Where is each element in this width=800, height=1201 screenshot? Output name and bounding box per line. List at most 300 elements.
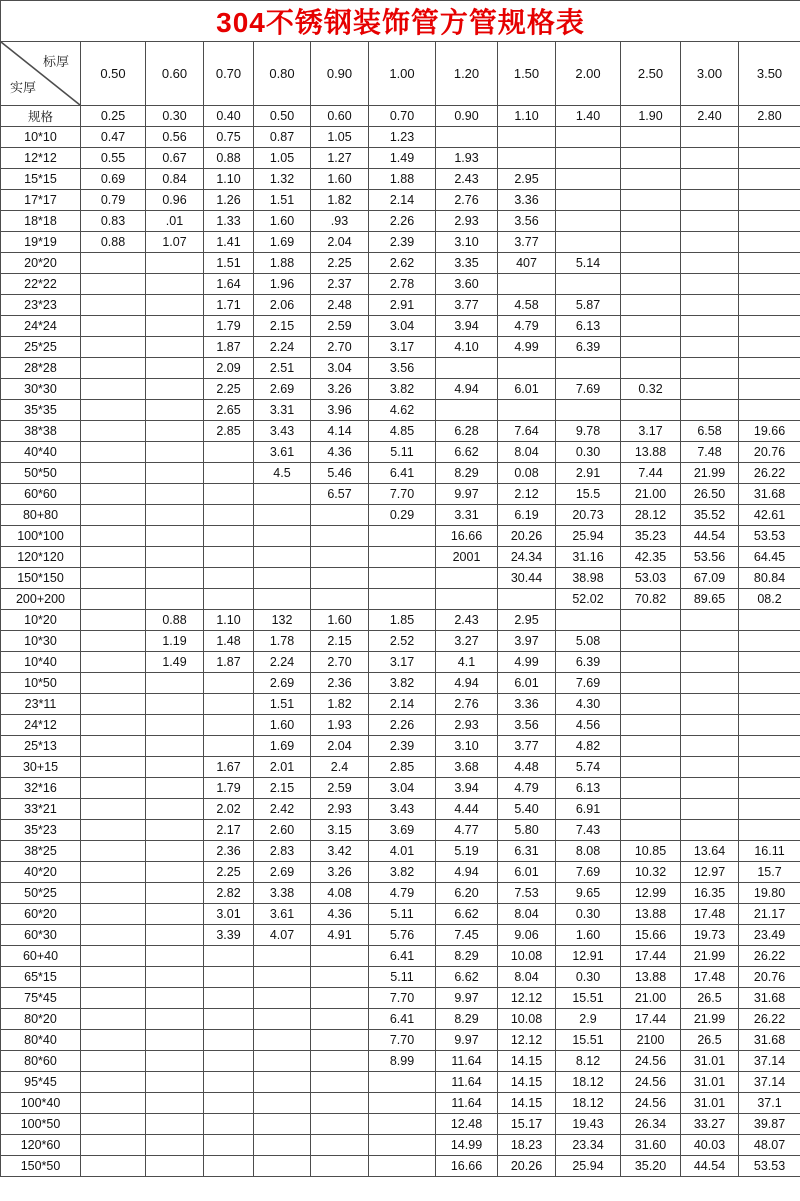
weight-cell: 16.35	[681, 883, 739, 904]
weight-cell	[146, 904, 204, 925]
weight-cell	[146, 568, 204, 589]
weight-cell	[739, 694, 800, 715]
weight-cell	[146, 505, 204, 526]
table-row	[1, 946, 800, 967]
weight-cell: 23.49	[739, 925, 800, 946]
weight-cell: 4.77	[436, 820, 498, 841]
weight-cell: 26.22	[739, 463, 800, 484]
weight-cell: 3.10	[436, 736, 498, 757]
weight-cell	[146, 484, 204, 505]
weight-cell: 1.88	[369, 169, 436, 190]
weight-cell	[146, 547, 204, 568]
table-row	[1, 1135, 800, 1156]
weight-cell	[254, 1051, 311, 1072]
weight-cell: 4.79	[498, 316, 556, 337]
weight-cell	[621, 337, 681, 358]
weight-cell: 6.13	[556, 778, 621, 799]
thickness-header-row	[1, 42, 800, 106]
weight-cell: 11.64	[436, 1051, 498, 1072]
weight-cell: 2.85	[369, 757, 436, 778]
spec-label: 规格	[1, 106, 81, 127]
thickness-header-cell: 0.90	[311, 42, 369, 106]
weight-cell: 14.99	[436, 1135, 498, 1156]
weight-cell	[146, 673, 204, 694]
weight-cell: 8.04	[498, 967, 556, 988]
weight-cell: 6.13	[556, 316, 621, 337]
weight-cell: 4.79	[369, 883, 436, 904]
weight-cell	[739, 190, 800, 211]
table-row	[1, 568, 800, 589]
weight-cell	[739, 610, 800, 631]
weight-cell: 40.03	[681, 1135, 739, 1156]
weight-cell: 2.91	[369, 295, 436, 316]
weight-cell	[146, 526, 204, 547]
weight-cell: 28.12	[621, 505, 681, 526]
weight-cell: 53.03	[621, 568, 681, 589]
weight-cell	[621, 211, 681, 232]
weight-cell: 38.98	[556, 568, 621, 589]
weight-cell	[254, 946, 311, 967]
weight-cell: 3.17	[369, 337, 436, 358]
weight-cell: 12.97	[681, 862, 739, 883]
weight-cell	[204, 715, 254, 736]
weight-cell: 20.76	[739, 442, 800, 463]
weight-cell: 4.01	[369, 841, 436, 862]
thickness-header-cell: 0.60	[146, 42, 204, 106]
weight-cell: 5.74	[556, 757, 621, 778]
weight-cell: 4.94	[436, 862, 498, 883]
weight-cell: 5.19	[436, 841, 498, 862]
weight-cell	[621, 757, 681, 778]
weight-cell	[681, 694, 739, 715]
weight-cell	[681, 295, 739, 316]
weight-cell: 2.62	[369, 253, 436, 274]
weight-cell: 1.60	[311, 169, 369, 190]
weight-cell: 13.88	[621, 442, 681, 463]
table-row	[1, 988, 800, 1009]
weight-cell	[556, 190, 621, 211]
weight-cell: 1.51	[254, 190, 311, 211]
weight-cell: 1.87	[204, 337, 254, 358]
weight-cell: 3.56	[369, 358, 436, 379]
weight-cell: 9.78	[556, 421, 621, 442]
weight-cell: 1.69	[254, 736, 311, 757]
weight-cell: 31.68	[739, 484, 800, 505]
weight-cell: 4.94	[436, 379, 498, 400]
weight-cell: 24.56	[621, 1051, 681, 1072]
weight-cell: 7.69	[556, 862, 621, 883]
weight-cell: 1.07	[146, 232, 204, 253]
weight-cell: 3.31	[436, 505, 498, 526]
weight-cell: 2.95	[498, 610, 556, 631]
weight-cell: 0.87	[254, 127, 311, 148]
weight-cell	[146, 694, 204, 715]
weight-cell	[81, 442, 146, 463]
weight-cell	[204, 1093, 254, 1114]
row-label: 10*20	[1, 610, 81, 631]
weight-cell: 0.29	[369, 505, 436, 526]
weight-cell: 1.93	[436, 148, 498, 169]
weight-cell: 3.96	[311, 400, 369, 421]
weight-cell	[681, 778, 739, 799]
row-label: 33*21	[1, 799, 81, 820]
weight-cell	[621, 295, 681, 316]
weight-cell	[681, 316, 739, 337]
weight-cell	[739, 673, 800, 694]
row-label: 200+200	[1, 589, 81, 610]
weight-cell	[621, 610, 681, 631]
weight-cell: 3.77	[498, 736, 556, 757]
table-row	[1, 967, 800, 988]
weight-cell	[81, 694, 146, 715]
weight-cell: 3.97	[498, 631, 556, 652]
table-row	[1, 1051, 800, 1072]
row-label: 60*60	[1, 484, 81, 505]
row-label: 28*28	[1, 358, 81, 379]
weight-cell: 3.39	[204, 925, 254, 946]
weight-cell	[204, 526, 254, 547]
weight-cell	[204, 505, 254, 526]
weight-cell: 6.41	[369, 1009, 436, 1030]
row-label: 35*35	[1, 400, 81, 421]
weight-cell: 2.14	[369, 190, 436, 211]
weight-cell	[146, 1135, 204, 1156]
weight-cell: 6.57	[311, 484, 369, 505]
weight-cell: 3.60	[436, 274, 498, 295]
weight-cell: 21.00	[621, 988, 681, 1009]
weight-cell	[81, 400, 146, 421]
weight-cell: 6.62	[436, 442, 498, 463]
weight-cell: 12.12	[498, 1030, 556, 1051]
weight-cell: 5.46	[311, 463, 369, 484]
weight-cell: 1.69	[254, 232, 311, 253]
weight-cell: 4.99	[498, 652, 556, 673]
weight-cell	[146, 1030, 204, 1051]
row-label: 150*50	[1, 1156, 81, 1177]
weight-cell: 2.69	[254, 673, 311, 694]
weight-cell: 2.85	[204, 421, 254, 442]
weight-cell: 7.70	[369, 988, 436, 1009]
weight-cell: 1.60	[254, 211, 311, 232]
weight-cell: 9.65	[556, 883, 621, 904]
weight-cell	[81, 820, 146, 841]
weight-cell	[81, 946, 146, 967]
row-label: 32*16	[1, 778, 81, 799]
weight-cell: 7.53	[498, 883, 556, 904]
weight-cell: 26.50	[681, 484, 739, 505]
weight-cell	[681, 169, 739, 190]
weight-cell	[498, 400, 556, 421]
weight-cell: 3.61	[254, 904, 311, 925]
row-label: 80*40	[1, 1030, 81, 1051]
row-label: 65*15	[1, 967, 81, 988]
weight-cell: 10.85	[621, 841, 681, 862]
weight-cell: 2.24	[254, 337, 311, 358]
weight-cell: 1.49	[369, 148, 436, 169]
weight-cell	[681, 274, 739, 295]
weight-cell: 08.2	[739, 589, 800, 610]
weight-cell	[146, 253, 204, 274]
weight-cell: 2001	[436, 547, 498, 568]
weight-cell: 2.65	[204, 400, 254, 421]
table-row	[1, 211, 800, 232]
weight-cell: 18.12	[556, 1093, 621, 1114]
weight-cell: 4.94	[436, 673, 498, 694]
weight-cell	[621, 232, 681, 253]
weight-cell: 15.17	[498, 1114, 556, 1135]
weight-cell: 3.43	[254, 421, 311, 442]
weight-cell	[369, 1135, 436, 1156]
weight-cell	[621, 715, 681, 736]
weight-cell: 2.69	[254, 862, 311, 883]
weight-cell	[81, 652, 146, 673]
weight-cell: 2.43	[436, 169, 498, 190]
weight-cell	[681, 211, 739, 232]
row-label: 80+80	[1, 505, 81, 526]
weight-cell: .93	[311, 211, 369, 232]
weight-cell	[146, 358, 204, 379]
weight-cell: 13.88	[621, 904, 681, 925]
weight-cell	[621, 400, 681, 421]
weight-cell: 35.23	[621, 526, 681, 547]
weight-cell: 20.76	[739, 967, 800, 988]
weight-cell	[739, 232, 800, 253]
weight-cell: 7.44	[621, 463, 681, 484]
table-row	[1, 505, 800, 526]
spec-value-cell: 1.90	[621, 106, 681, 127]
weight-cell	[81, 463, 146, 484]
weight-cell: 37.1	[739, 1093, 800, 1114]
weight-cell: 5.11	[369, 442, 436, 463]
weight-cell: 2.42	[254, 799, 311, 820]
weight-cell: 7.43	[556, 820, 621, 841]
weight-cell	[146, 1009, 204, 1030]
weight-cell: 5.11	[369, 904, 436, 925]
weight-cell	[254, 967, 311, 988]
weight-cell	[621, 799, 681, 820]
weight-cell: 3.26	[311, 862, 369, 883]
weight-cell	[681, 652, 739, 673]
weight-cell: 1.41	[204, 232, 254, 253]
weight-cell	[146, 883, 204, 904]
weight-cell	[204, 1135, 254, 1156]
weight-cell: 3.43	[369, 799, 436, 820]
weight-cell	[498, 589, 556, 610]
weight-cell: 12.12	[498, 988, 556, 1009]
weight-cell	[369, 547, 436, 568]
weight-cell: 2.4	[311, 757, 369, 778]
table-row	[1, 1030, 800, 1051]
weight-cell	[739, 799, 800, 820]
weight-cell: 6.28	[436, 421, 498, 442]
weight-cell	[556, 169, 621, 190]
weight-cell: 6.19	[498, 505, 556, 526]
weight-cell	[369, 526, 436, 547]
weight-cell	[146, 1051, 204, 1072]
weight-cell: 1.67	[204, 757, 254, 778]
weight-cell: 1.85	[369, 610, 436, 631]
weight-cell	[498, 358, 556, 379]
spec-value-cell: 2.40	[681, 106, 739, 127]
row-label: 40*20	[1, 862, 81, 883]
weight-cell	[369, 1072, 436, 1093]
weight-cell: 23.34	[556, 1135, 621, 1156]
weight-cell: 2.15	[254, 316, 311, 337]
weight-cell: 6.01	[498, 862, 556, 883]
table-row	[1, 652, 800, 673]
weight-cell: 3.17	[621, 421, 681, 442]
weight-cell	[81, 379, 146, 400]
weight-cell: 2.43	[436, 610, 498, 631]
weight-cell: 3.36	[498, 694, 556, 715]
weight-cell: 31.60	[621, 1135, 681, 1156]
weight-cell	[681, 379, 739, 400]
weight-cell: 4.07	[254, 925, 311, 946]
row-label: 100*100	[1, 526, 81, 547]
weight-cell	[739, 736, 800, 757]
weight-cell: 407	[498, 253, 556, 274]
weight-cell	[311, 1009, 369, 1030]
weight-cell	[369, 1114, 436, 1135]
row-label: 35*23	[1, 820, 81, 841]
weight-cell: 10.08	[498, 946, 556, 967]
weight-cell: 3.61	[254, 442, 311, 463]
weight-cell	[621, 778, 681, 799]
weight-cell	[739, 274, 800, 295]
weight-cell: 11.64	[436, 1072, 498, 1093]
weight-cell: 9.06	[498, 925, 556, 946]
weight-cell	[369, 568, 436, 589]
weight-cell: 1.10	[204, 610, 254, 631]
weight-cell	[204, 736, 254, 757]
weight-cell	[621, 652, 681, 673]
weight-cell	[621, 694, 681, 715]
row-label: 38*25	[1, 841, 81, 862]
thickness-header-cell: 1.50	[498, 42, 556, 106]
weight-cell: 64.45	[739, 547, 800, 568]
table-row	[1, 148, 800, 169]
weight-cell: 8.08	[556, 841, 621, 862]
weight-cell	[146, 820, 204, 841]
weight-cell: 3.36	[498, 190, 556, 211]
weight-cell: 4.08	[311, 883, 369, 904]
weight-cell	[146, 841, 204, 862]
weight-cell	[204, 967, 254, 988]
weight-cell	[146, 400, 204, 421]
weight-cell: 2.04	[311, 232, 369, 253]
weight-cell	[681, 358, 739, 379]
weight-cell	[81, 1156, 146, 1177]
weight-cell	[204, 988, 254, 1009]
weight-cell: 1.93	[311, 715, 369, 736]
weight-cell: 44.54	[681, 1156, 739, 1177]
weight-cell: 19.80	[739, 883, 800, 904]
table-row	[1, 883, 800, 904]
weight-cell: 2.93	[311, 799, 369, 820]
weight-cell: 2.78	[369, 274, 436, 295]
weight-cell: 14.15	[498, 1072, 556, 1093]
weight-cell	[81, 1114, 146, 1135]
weight-cell: 17.48	[681, 967, 739, 988]
weight-cell: 7.70	[369, 484, 436, 505]
table-row	[1, 799, 800, 820]
weight-cell	[254, 1030, 311, 1051]
row-label: 10*50	[1, 673, 81, 694]
weight-cell	[204, 484, 254, 505]
weight-cell	[146, 1093, 204, 1114]
row-label: 20*20	[1, 253, 81, 274]
weight-cell: 1.27	[311, 148, 369, 169]
weight-cell	[681, 127, 739, 148]
weight-cell: 2.39	[369, 232, 436, 253]
weight-cell: 53.53	[739, 526, 800, 547]
weight-cell: 37.14	[739, 1072, 800, 1093]
weight-cell: 4.56	[556, 715, 621, 736]
weight-cell	[81, 547, 146, 568]
spec-value-cell: 0.90	[436, 106, 498, 127]
row-label: 80*60	[1, 1051, 81, 1072]
weight-cell	[204, 568, 254, 589]
weight-cell: 0.96	[146, 190, 204, 211]
weight-cell: 1.49	[146, 652, 204, 673]
weight-cell	[254, 505, 311, 526]
row-label: 23*11	[1, 694, 81, 715]
weight-cell: 6.58	[681, 421, 739, 442]
weight-cell: 3.04	[369, 778, 436, 799]
weight-cell: 1.96	[254, 274, 311, 295]
weight-cell	[204, 1030, 254, 1051]
spec-value-cell: 1.40	[556, 106, 621, 127]
weight-cell	[498, 274, 556, 295]
weight-cell	[146, 1114, 204, 1135]
thickness-header-cell: 2.50	[621, 42, 681, 106]
weight-cell: 8.04	[498, 904, 556, 925]
weight-cell: 1.10	[204, 169, 254, 190]
weight-cell: 31.01	[681, 1051, 739, 1072]
weight-cell: 2.02	[204, 799, 254, 820]
weight-cell	[621, 148, 681, 169]
table-row	[1, 778, 800, 799]
table-row	[1, 715, 800, 736]
weight-cell: 0.30	[556, 967, 621, 988]
table-row	[1, 253, 800, 274]
weight-cell: 2.95	[498, 169, 556, 190]
weight-cell: 2.82	[204, 883, 254, 904]
weight-cell: 42.35	[621, 547, 681, 568]
weight-cell: 6.20	[436, 883, 498, 904]
table-row	[1, 1009, 800, 1030]
weight-cell	[81, 1093, 146, 1114]
row-label: 100*50	[1, 1114, 81, 1135]
thickness-header-cell: 0.50	[81, 42, 146, 106]
weight-cell	[621, 358, 681, 379]
weight-cell	[81, 337, 146, 358]
row-label: 95*45	[1, 1072, 81, 1093]
weight-cell	[254, 1072, 311, 1093]
weight-cell: 1.19	[146, 631, 204, 652]
weight-cell	[681, 148, 739, 169]
page-title: 304不锈钢装饰管方管规格表	[1, 1, 800, 42]
weight-cell: 2.24	[254, 652, 311, 673]
weight-cell: 1.51	[254, 694, 311, 715]
weight-cell: 0.67	[146, 148, 204, 169]
weight-cell: 2.15	[254, 778, 311, 799]
weight-cell: 31.68	[739, 1030, 800, 1051]
weight-cell	[681, 820, 739, 841]
weight-cell: 2.9	[556, 1009, 621, 1030]
weight-cell: 17.48	[681, 904, 739, 925]
weight-cell	[204, 547, 254, 568]
